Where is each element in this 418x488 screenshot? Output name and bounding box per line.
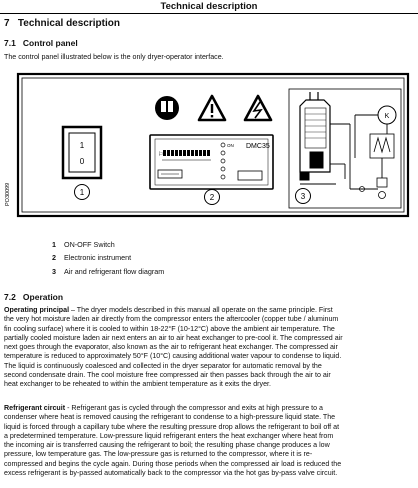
paragraph-line: liquid is forced through a capillary tube where the resulting pressure drop allows the refrigerant to boil off at [4, 422, 340, 431]
section-7-2-heading [4, 292, 63, 302]
section-number: 7 [4, 18, 10, 29]
switch-on-label: 1 [79, 141, 85, 150]
paragraph-line: Operating principal – The dryer models described in this manual all operate on the same principle. First [4, 306, 333, 314]
led-3 [221, 159, 225, 163]
paragraph-line: the very hot moisture laden air directly from the compressor enters the aftercooler (copper tube / aluminum [4, 315, 339, 324]
section-7-heading [4, 18, 120, 29]
control-panel-figure [0, 64, 418, 230]
paragraph-line: heat exchanger to be reheated to within the ambient temperature as it exits the dryer. [4, 380, 271, 389]
header-rule [0, 13, 418, 14]
led-2 [221, 151, 225, 155]
refrigerant-circuit-paragraph [4, 404, 412, 478]
subsection-number: 7.1 [4, 38, 16, 48]
paragraph-line: next goes through the evaporator, also known as the air to refrigerant heat exchanger. The compressed air [4, 343, 338, 352]
paragraph-line: second condensate drain. The cool moisture free compressed air then passes back through the air to air [4, 371, 331, 380]
electronic-instrument[interactable] [150, 135, 273, 189]
warning-icon [199, 96, 225, 120]
callout-1-number: 1 [79, 188, 85, 197]
legend-label: ON-OFF Switch [64, 240, 115, 249]
alarm-symbol: ⚐ [158, 152, 164, 158]
subsection-title: Control panel [22, 38, 78, 48]
legend-item [52, 267, 164, 276]
electrical-hazard-icon [245, 96, 271, 120]
led-on [221, 143, 225, 147]
paragraph-line: fin cooling surface) where it is cooled to within 18-22°F (10-12°C) above the ambient air temperature. The [4, 324, 335, 333]
led-on-label: ON [227, 143, 234, 148]
instrument-button-right[interactable] [238, 171, 262, 180]
paragraph-line: temperature is reduced to approximately 50°F (10°C) causing additional water vapour to condense to liquid. [4, 352, 342, 361]
legend-number: 3 [52, 267, 56, 276]
legend-item [52, 253, 131, 262]
svg-text:K: K [384, 113, 390, 120]
subsection-number: 7.2 [4, 292, 16, 302]
operating-principal-paragraph [4, 306, 412, 390]
paragraph-lead: Refrigerant circuit [4, 404, 66, 412]
read-manual-icon [155, 96, 179, 120]
switch-off-label: 0 [79, 157, 85, 166]
callout-2-number: 2 [209, 193, 215, 202]
control-panel-intro: The control panel illustrated below is the only dryer-operator interface. [4, 53, 224, 61]
paragraph-line: excess refrigerant is by-passed automatically back to the compressor via the hot gas by-pass valve circuit. [4, 469, 338, 478]
paragraph-line: a predetermined temperature. Low-pressure liquid refrigerant enters the heat exchanger where heat from [4, 431, 334, 440]
subsection-title: Operation [22, 292, 64, 302]
paragraph-line: condenser where heat is removed causing the refrigerant to condense to a high-pressure liquid state. The [4, 413, 336, 422]
running-header: Technical description [160, 1, 258, 12]
paragraph-lead: Operating principal [4, 306, 70, 314]
led-4 [221, 167, 225, 171]
legend-number: 1 [52, 240, 56, 249]
section-title: Technical description [17, 18, 120, 29]
legend-number: 2 [52, 253, 56, 262]
led-5 [221, 175, 225, 179]
paragraph-line: compressed and begins the cycle again. During those periods when the compressed air load is reduced the [4, 459, 342, 468]
paragraph-line: Refrigerant circuit - Refrigerant gas is cycled through the compressor and exits at high pressure to a [4, 404, 323, 412]
legend-label: Air and refrigerant flow diagram [64, 267, 165, 276]
paragraph-line: pressure, low temperature gas. The low-pressure gas is returned to the compressor, where it is re- [4, 450, 313, 459]
on-off-switch[interactable] [63, 127, 101, 178]
instrument-model: DMC35 [246, 143, 270, 150]
paragraph-line: The liquid is continuously coalesced and collected in the dryer separator for automatic removal by the [4, 361, 322, 370]
figure-id: PO30099 [5, 182, 11, 206]
section-7-1-heading [4, 38, 78, 48]
callout-3-number: 3 [300, 192, 306, 201]
paragraph-line: the incoming air is transferred causing the refrigerant to boil; the resulting phase change produces a low [4, 441, 330, 450]
legend-item [52, 240, 115, 249]
paragraph-line: partially cooled moisture laden air next enters an air to air heat exchanger to pre-cool it. The compressed air [4, 333, 343, 342]
legend-label: Electronic instrument [64, 253, 132, 262]
